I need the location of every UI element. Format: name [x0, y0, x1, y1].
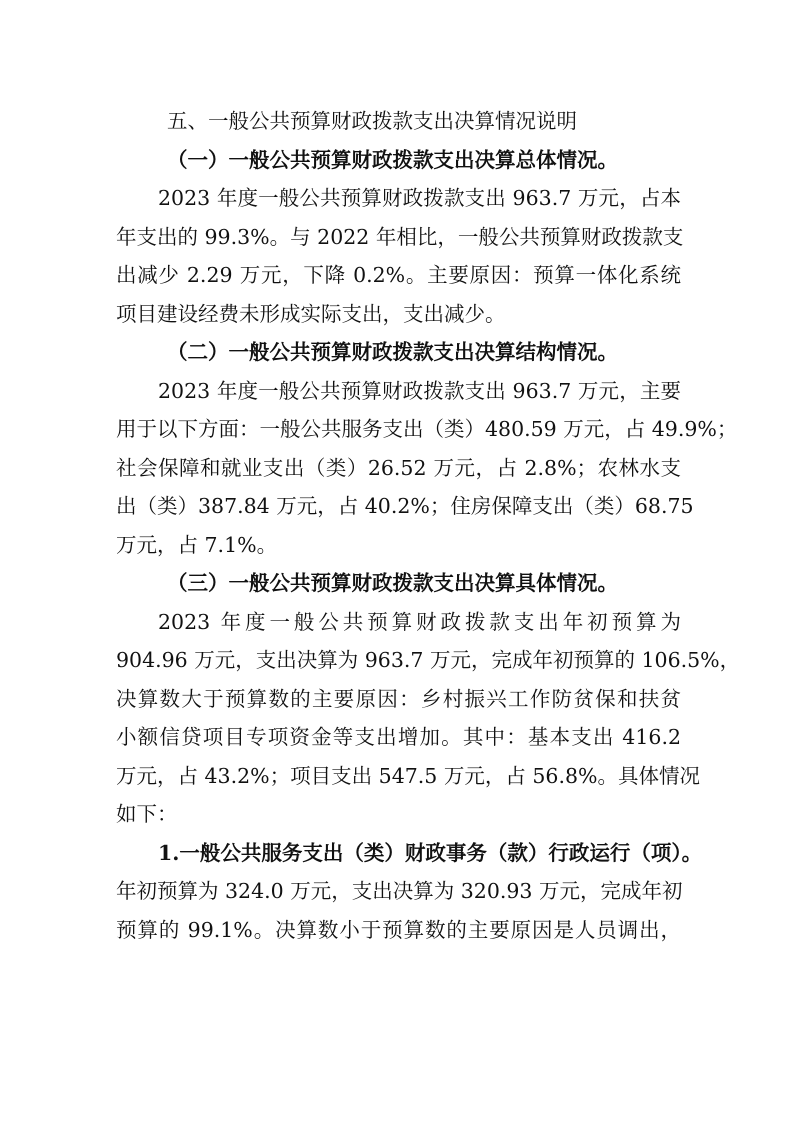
- section-3-line-2: 904.96 万元，支出决算为 963.7 万元，完成年初预算的 106.5%，: [116, 648, 741, 672]
- section-3-line-6: 如下：: [116, 802, 178, 826]
- section-1-title: （一）一般公共预算财政拨款支出决算总体情况。: [167, 147, 618, 172]
- section-2-line-4: 出（类）387.84 万元，占 40.2%；住房保障支出（类）68.75: [116, 494, 694, 518]
- document-body: [116, 102, 741, 949]
- section-3-line-5: 万元，占 43.2%；项目支出 547.5 万元，占 56.8%。具体情况: [116, 763, 700, 788]
- section-2-line-1: 2023 年度一般公共预算财政拨款支出 963.7 万元，主要: [158, 378, 681, 403]
- section-1-line-1: 2023 年度一般公共预算财政拨款支出 963.7 万元，占本: [158, 186, 681, 210]
- section-heading-main: 五、一般公共预算财政拨款支出决算情况说明: [167, 109, 577, 133]
- item-1-line-1: 年初预算为 324.0 万元，支出决算为 320.93 万元，完成年初: [116, 879, 683, 903]
- section-2-title: （二）一般公共预算财政拨款支出决算结构情况。: [167, 340, 618, 364]
- section-3-line-4: 小额信贷项目专项资金等支出增加。其中：基本支出 416.2: [116, 725, 681, 749]
- section-2-line-3: 社会保障和就业支出（类）26.52 万元，占 2.8%；农林水支: [116, 455, 681, 480]
- item-1-title: 1.一般公共服务支出（类）财政事务（款）行政运行（项）。: [158, 840, 703, 865]
- section-2-line-2: 用于以下方面：一般公共服务支出（类）480.59 万元，占 49.9%；: [116, 417, 738, 441]
- item-1-line-2: 预算的 99.1%。决算数小于预算数的主要原因是人员调出，: [116, 917, 681, 942]
- section-2-line-5: 万元，占 7.1%。: [116, 532, 278, 557]
- section-1-line-3: 出减少 2.29 万元，下降 0.2%。主要原因：预算一体化系统: [116, 263, 681, 287]
- section-3-title: （三）一般公共预算财政拨款支出决算具体情况。: [167, 571, 618, 595]
- section-3-line-3: 决算数大于预算数的主要原因：乡村振兴工作防贫保和扶贫: [116, 686, 681, 711]
- section-1-line-4: 项目建设经费未形成实际支出，支出减少。: [116, 301, 506, 326]
- section-3-line-1: 2023 年度一般公共预算财政拨款支出年初预算为: [158, 609, 681, 634]
- section-1-line-2: 年支出的 99.3%。与 2022 年相比，一般公共预算财政拨款支: [116, 224, 684, 249]
